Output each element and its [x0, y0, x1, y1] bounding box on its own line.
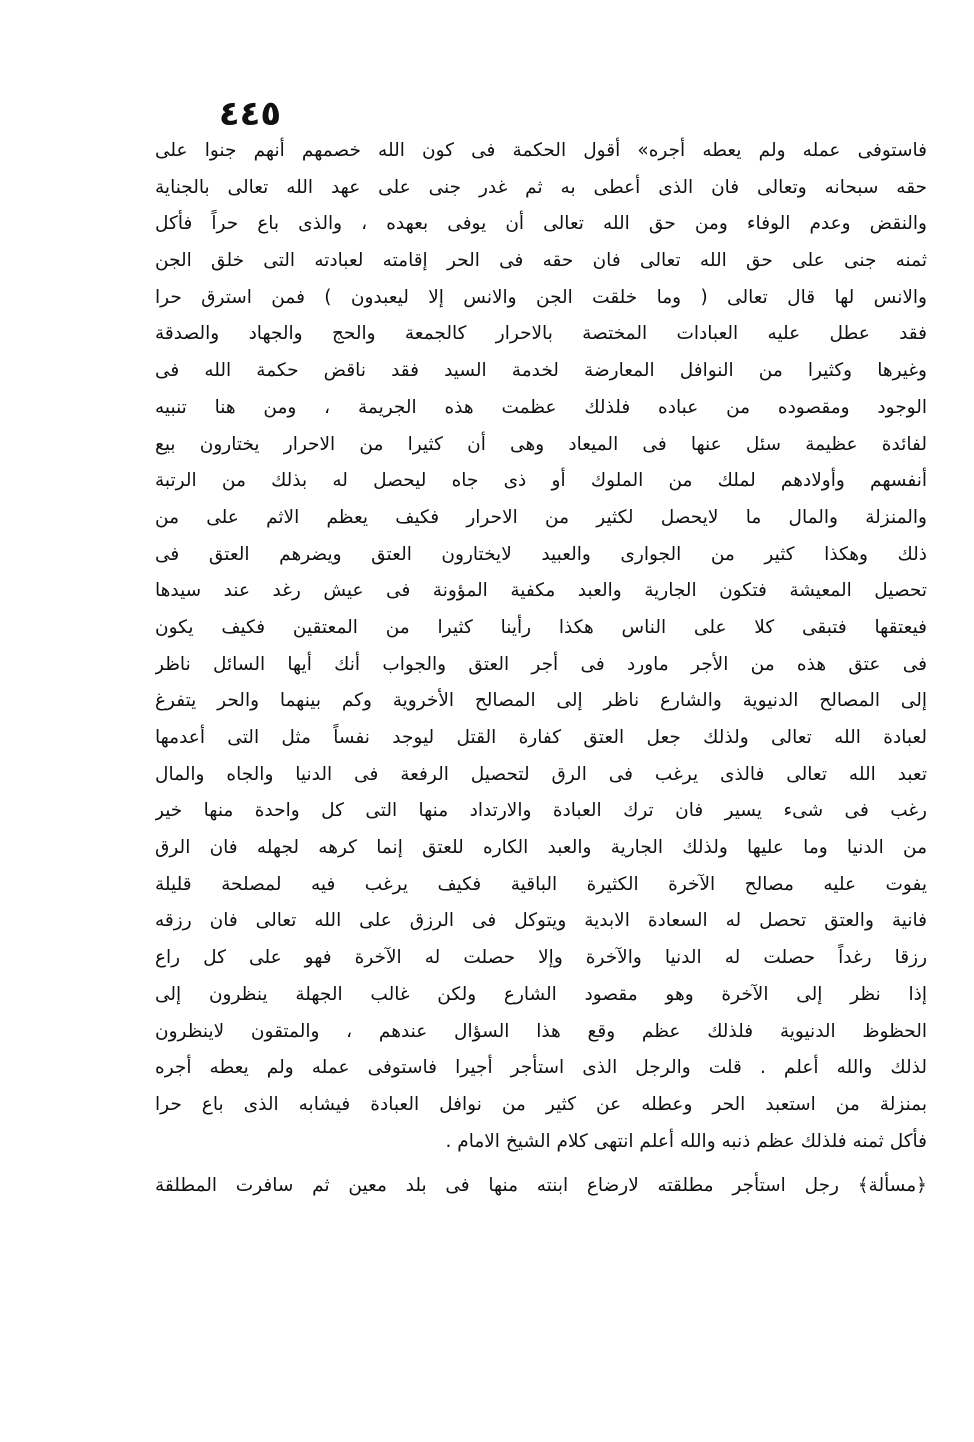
text-line: ثمنه جنى على حق الله تعالى فان حقه فى الحر إقامته لعبادته التى خلق الجن [155, 250, 927, 272]
text-line: أنفسهم وأولادهم لملك من الملوك أو ذى جاه ليحصل له بذلك من الرتبة [155, 470, 927, 492]
paragraph-end-line: فأكل ثمنه فلذلك عظم ذنبه والله أعلم انتهى كلام الشيخ الامام . [445, 1130, 927, 1152]
text-line: ذلك وهكذا كثير من الجوارى والعبيد لايختارون العتق ويضرهم العتق فى [155, 543, 927, 565]
text-line: فيعتقها فتبقى كلا على الناس هكذا رأينا كثيرا من المعتقين فكيف يكون [155, 616, 927, 638]
text-body [155, 133, 927, 1205]
text-line: والنقض وعدم الوفاء ومن حق الله تعالى أن يوفى بعهده ، والذى باع حراً فأكل [155, 213, 927, 235]
text-line: تحصيل المعيشة فتكون الجارية والعبد مكفية المؤونة فى عيش رغد عند سيدها [155, 580, 927, 602]
text-line: حقه سبحانه وتعالى فان الذى أعطى به ثم غدر جنى على عهد الله تعالى بالجناية [155, 176, 927, 198]
text-line: لفائدة عظيمة سئل عنها فى الميعاد وهى أن كثيرا من الاحرار يختارون بيع [155, 433, 927, 455]
text-line: فقد عطل عليه العبادات المختصة بالاحرار كالجمعة والحج والجهاد والصدقة [155, 323, 927, 345]
text-line: رزقا رغداً حصلت له الدنيا والآخرة وإلا حصلت له الآخرة فهو على كل راع [155, 947, 927, 969]
text-line: والمنزلة والمال ما لايحصل لكثير من الاحرار فكيف يعظم الاثم على من [155, 506, 927, 528]
text-line: لذلك والله أعلم . قلت والرجل الذى استأجر أجيرا فاستوفى عمله ولم يعطه أجره [155, 1057, 927, 1079]
text-line: لعبادة الله تعالى ولذلك جعل العتق كفارة القتل ليوجد نفساً مثل التى أعدمها [155, 727, 927, 748]
text-line: الوجود ومقصوده من عباده فلذلك عظمت هذه الجريمة ، ومن هنا تنبيه [155, 396, 927, 418]
question-heading-line: ﴿مسألة﴾ رجل استأجر مطلقته لارضاع ابنته منها فى بلد معين ثم سافرت المطلقة [155, 1175, 927, 1197]
text-line: فى عتق هذه من الأجر ماورد فى أجر العتق والجواب أنك أيها السائل ناظر [155, 653, 927, 675]
text-line: تعبد الله تعالى فالذى يرغب فى الرق لتحصيل الرفعة فى الدنيا والجاه والمال [155, 763, 927, 785]
text-line: والانس لها قال تعالى ( وما خلقت الجن والانس إلا ليعبدون ) فمن استرق حرا [155, 286, 927, 308]
page-number: ٤٤٥ [218, 94, 282, 134]
text-line: إلى المصالح الدنيوية والشارع ناظر إلى المصالح الأخروية وكم بينهما والحر يتفرغ [155, 690, 927, 712]
text-line: من الدنيا وما عليها ولذلك الجارية والعبد الكاره للعتق إنما كرهه لجهله فان الرق [155, 837, 927, 859]
text-line: إذا نظر إلى الآخرة وهو مقصود الشارع ولكن غالب الجهلة ينظرون إلى [155, 983, 927, 1005]
text-line: فانية والعتق تحصل له السعادة الابدية ويتوكل فى الرزق على الله تعالى فان رزقه [155, 910, 927, 932]
text-line: وغيرها وكثيرا من النوافل المعارضة لخدمة السيد فقد ناقض حكمة الله فى [155, 360, 927, 382]
text-line: يفوت عليه مصالح الآخرة الكثيرة الباقية فكيف يرغب فيه لمصلحة قليلة [155, 873, 927, 895]
text-line: الحظوظ الدنيوية فلذلك عظم وقع هذا السؤال عندهم ، والمتقون لاينظرون [155, 1020, 927, 1042]
text-line: فاستوفى عمله ولم يعطه أجره» أقول الحكمة فى كون الله خصمهم أنهم جنوا على [155, 140, 927, 161]
text-line: رغب فى شىء يسير فان ترك العبادة والارتداد منها التى كل واحدة منها خير [155, 800, 927, 822]
text-line: بمنزلة من استعبد الحر وعطله عن كثير من نوافل العبادة فيشابه الذى باع حرا [155, 1093, 927, 1115]
